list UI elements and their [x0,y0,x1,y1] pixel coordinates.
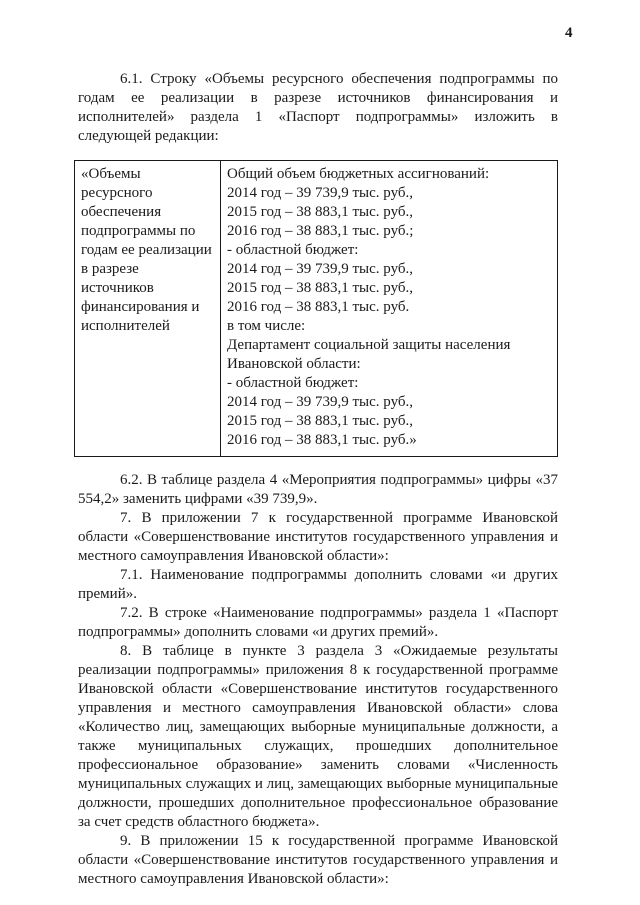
table-row [75,161,558,457]
paragraph-8: 8. В таблице в пункте 3 раздела 3 «Ожидаемые результаты реализации подпрограммы» приложения 8 к государственной программе Ивановской области «Совершенствование институтов государственного управления и местного самоуправления Ивановской области» слова «Количество лиц, замещающих выборные муниципальные должности, а также муниципальных служащих, прошедших дополнительное профессиональное образование» заменить словами «Численность муниципальных служащих и лиц, замещающих выборные муниципальные должности, прошедших дополнительное профессиональное образование за счет средств областного бюджета». [78,643,558,830]
budget-line: 2014 год – 39 739,9 тыс. руб., [227,261,414,277]
row-name-cell [75,161,221,457]
row-name-line: подпрограммы по [81,223,196,239]
budget-line: Департамент социальной защиты населения [227,337,511,353]
row-name-line: «Объемы [81,166,141,182]
row-name-line: источников [81,280,154,296]
row-name-line: исполнителей [81,318,170,334]
budget-line: Общий объем бюджетных ассигнований: [227,166,490,182]
budget-line: 2016 год – 38 883,1 тыс. руб.» [227,432,417,448]
row-name-line: ресурсного [81,185,153,201]
budget-line: 2014 год – 39 739,9 тыс. руб., [227,394,414,410]
passport-table [74,160,558,457]
paragraph-6-2: 6.2. В таблице раздела 4 «Мероприятия подпрограммы» цифры «37 554,2» заменить цифрами «39 739,9». [78,472,558,507]
budget-line: 2015 год – 38 883,1 тыс. руб., [227,280,414,296]
row-name-line: обеспечения [81,204,162,220]
budget-line: 2015 год – 38 883,1 тыс. руб., [227,204,414,220]
row-name-line: годам ее реализации [81,242,212,258]
budget-line: в том числе: [227,318,306,334]
budget-line: 2014 год – 39 739,9 тыс. руб., [227,185,414,201]
paragraph-6-1: 6.1. Строку «Объемы ресурсного обеспечения подпрограммы по годам ее реализации в разрезе источников финансирования и исполнителей» раздела 1 «Паспорт подпрограммы» изложить в следующей редакции: [78,71,558,144]
paragraph-9: 9. В приложении 15 к государственной программе Ивановской области «Совершенствование институтов государственного управления и местного самоуправления Ивановской области»: [78,833,558,887]
budget-line: Ивановской области: [227,356,361,372]
budget-line: 2015 год – 38 883,1 тыс. руб., [227,413,414,429]
budget-line: 2016 год – 38 883,1 тыс. руб.; [227,223,414,239]
budget-line: - областной бюджет: [227,242,359,258]
paragraph-7-1: 7.1. Наименование подпрограммы дополнить словами «и других премий». [78,567,558,602]
page-number: 4 [565,25,573,41]
budget-line: 2016 год – 38 883,1 тыс. руб. [227,299,410,315]
row-value-cell [221,161,558,457]
paragraph-7-2: 7.2. В строке «Наименование подпрограммы» раздела 1 «Паспорт подпрограммы» дополнить словами «и других премий». [78,605,558,640]
row-name-line: в разрезе [81,261,139,277]
paragraph-7: 7. В приложении 7 к государственной программе Ивановской области «Совершенствование институтов государственного управления и местного самоуправления Ивановской области»: [78,510,558,564]
budget-line: - областной бюджет: [227,375,359,391]
document-body [78,70,558,889]
row-name-line: финансирования и [81,299,200,315]
